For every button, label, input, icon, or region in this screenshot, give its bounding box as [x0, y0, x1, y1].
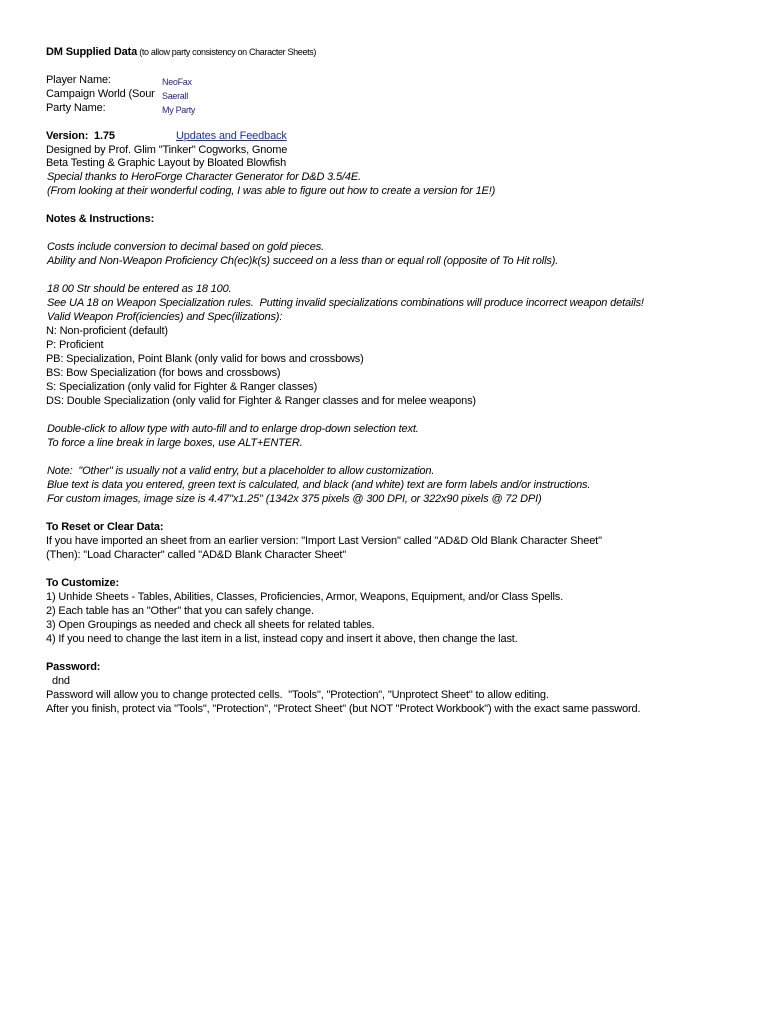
password-line: After you finish, protect via "Tools", "Protection", "Protect Sheet" (but NOT "Protect Workbook") with the exact same password. — [46, 703, 641, 715]
reset-line: If you have imported an sheet from an earlier version: "Import Last Version" called "AD&D Old Blank Character Sheet" — [46, 535, 602, 547]
note-line: Valid Weapon Prof(iciencies) and Spec(ilizations): — [47, 311, 283, 323]
note-line: Ability and Non-Weapon Proficiency Ch(ec)k(s) succeed on a less than or equal roll (opposite of To Hit rolls). — [47, 255, 559, 267]
proficiency-code-line: N: Non-proficient (default) — [46, 325, 168, 337]
credit-line: Special thanks to HeroForge Character Generator for D&D 3.5/4E. — [47, 171, 361, 183]
note-line: Double-click to allow type with auto-fill and to enlarge drop-down selection text. — [47, 423, 419, 435]
note-line: Costs include conversion to decimal based on gold pieces. — [47, 241, 325, 253]
note-line: Blue text is data you entered, green text is calculated, and black (and white) text are form labels and/or instructions. — [47, 479, 591, 491]
note-line: See UA 18 on Weapon Specialization rules. Putting invalid specializations combinations will produce incorrect weapon details! — [47, 297, 644, 309]
credit-line: Designed by Prof. Glim "Tinker" Cogworks, Gnome — [46, 144, 288, 156]
campaign-world-label: Campaign World (Sour — [46, 88, 155, 100]
credit-line: Beta Testing & Graphic Layout by Bloated Blowfish — [46, 157, 287, 169]
credit-line: (From looking at their wonderful coding, I was able to figure out how to create a version for 1E!) — [47, 185, 496, 197]
note-line: Note: "Other" is usually not a valid entry, but a placeholder to allow customization. — [47, 465, 435, 477]
proficiency-code-line: DS: Double Specialization (only valid for Fighter & Ranger classes and for melee weapons) — [46, 395, 476, 407]
notes-heading: Notes & Instructions: — [46, 213, 155, 225]
version-label: Version: 1.75 — [46, 130, 115, 142]
dm-supplied-subtitle: (to allow party consistency on Character Sheets) — [137, 47, 317, 57]
proficiency-code-line: PB: Specialization, Point Blank (only valid for bows and crossbows) — [46, 353, 364, 365]
customize-step: 4) If you need to change the last item in a list, instead copy and insert it above, then change the last. — [46, 633, 518, 645]
password-heading: Password: — [46, 661, 101, 673]
customize-step: 1) Unhide Sheets - Tables, Abilities, Classes, Proficiencies, Armor, Weapons, Equipment, and/or Class Spells. — [46, 591, 564, 603]
party-name-value: My Party — [162, 105, 196, 115]
reset-line: (Then): "Load Character" called "AD&D Blank Character Sheet" — [46, 549, 347, 561]
updates-feedback-link[interactable]: Updates and Feedback — [176, 130, 287, 142]
password-line: Password will allow you to change protected cells. "Tools", "Protection", "Unprotect Sheet" to allow editing. — [46, 689, 549, 701]
proficiency-code-line: BS: Bow Specialization (for bows and crossbows) — [46, 367, 281, 379]
customize-heading: To Customize: — [46, 577, 120, 589]
password-value: dnd — [52, 675, 70, 687]
note-line: For custom images, image size is 4.47"x1.25" (1342x 375 pixels @ 300 DPI, or 322x90 pixels @ 72 DPI) — [47, 493, 542, 505]
proficiency-code-line: S: Specialization (only valid for Fighter & Ranger classes) — [46, 381, 318, 393]
player-name-label: Player Name: — [46, 74, 111, 86]
player-name-value: NeoFax — [162, 77, 192, 87]
dm-supplied-heading — [46, 45, 316, 59]
proficiency-code-line: P: Proficient — [46, 339, 104, 351]
party-name-label: Party Name: — [46, 102, 106, 114]
note-line: 18 00 Str should be entered as 18 100. — [47, 283, 232, 295]
customize-step: 2) Each table has an "Other" that you can safely change. — [46, 605, 314, 617]
note-line: To force a line break in large boxes, use ALT+ENTER. — [47, 437, 303, 449]
reset-heading: To Reset or Clear Data: — [46, 521, 164, 533]
campaign-world-value: Saerall — [162, 91, 188, 101]
dm-supplied-title: DM Supplied Data — [46, 46, 138, 58]
customize-step: 3) Open Groupings as needed and check all sheets for related tables. — [46, 619, 375, 631]
